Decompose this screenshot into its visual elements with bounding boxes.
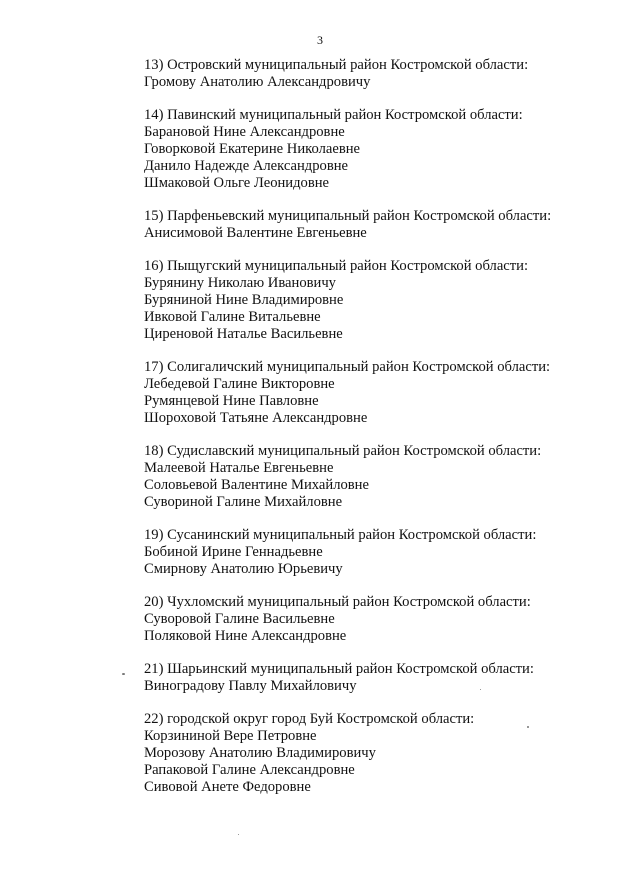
person-name: Лебедевой Галине Викторовне [144, 376, 335, 392]
scan-speck [122, 673, 125, 675]
person-name: Суворинoй Галине Михайловне [144, 494, 343, 510]
person-name: Говорковой Екатерине Николаевне [144, 141, 361, 157]
section-title: 13) Островский муниципальный район Костромской области: [144, 57, 529, 73]
person-name: Румянцевой Нине Павловне [144, 393, 319, 409]
section-22 [144, 711, 624, 796]
section-title: 22) городской округ город Буй Костромской области: [144, 711, 475, 727]
person-name: Анисимовой Валентине Евгеньевне [144, 225, 367, 241]
section-16 [144, 258, 624, 343]
award-list [144, 57, 624, 812]
section-18 [144, 443, 624, 511]
person-name: Поляковой Нине Александровне [144, 628, 347, 644]
scan-speck [527, 726, 529, 728]
person-name: Малеевой Наталье Евгеньевне [144, 460, 334, 476]
person-name: Бурянину Николаю Ивановичу [144, 275, 336, 291]
section-14 [144, 107, 624, 192]
person-name: Буряниной Нине Владимировне [144, 292, 344, 308]
person-name: Сивовой Анете Федоровне [144, 779, 311, 795]
section-17 [144, 359, 624, 427]
person-name: Барановой Нине Александровне [144, 124, 345, 140]
person-name: Ивковой Галине Витальевне [144, 309, 321, 325]
person-name: Рапаковой Галине Александровне [144, 762, 355, 778]
person-name: Шороховой Татьяне Александровне [144, 410, 368, 426]
section-21 [144, 661, 624, 695]
person-name: Громову Анатолию Александровичу [144, 74, 371, 90]
person-name: Суворовой Галине Васильевне [144, 611, 335, 627]
person-name: Морозову Анатолию Владимировичу [144, 745, 376, 761]
section-title: 20) Чухломский муниципальный район Костромской области: [144, 594, 531, 610]
section-title: 19) Сусанинский муниципальный район Костромской области: [144, 527, 537, 543]
section-title: 14) Павинский муниципальный район Костромской области: [144, 107, 523, 123]
section-15 [144, 208, 624, 242]
section-title: 21) Шарьинский муниципальный район Костромской области: [144, 661, 534, 677]
section-20 [144, 594, 624, 645]
person-name: Корзининой Вере Петровне [144, 728, 317, 744]
person-name: Данило Надежде Александровне [144, 158, 348, 174]
section-13 [144, 57, 624, 91]
section-title: 18) Судиславский муниципальный район Костромской области: [144, 443, 542, 459]
person-name: Соловьевой Валентине Михайловне [144, 477, 369, 493]
section-19 [144, 527, 624, 578]
scan-speck [480, 689, 481, 690]
person-name: Смирнову Анатолию Юрьевичу [144, 561, 343, 577]
section-title: 15) Парфеньевский муниципальный район Костромской области: [144, 208, 552, 224]
person-name: Бобиной Ирине Геннадьевне [144, 544, 323, 560]
section-title: 16) Пыщугский муниципальный район Костромской области: [144, 258, 529, 274]
person-name: Шмаковой Ольге Леонидовне [144, 175, 330, 191]
section-title: 17) Солигаличский муниципальный район Костромской области: [144, 359, 551, 375]
person-name: Циреновой Наталье Васильевне [144, 326, 343, 342]
page-number: 3 [317, 33, 323, 47]
scan-speck [238, 834, 239, 835]
person-name: Виноградову Павлу Михайловичу [144, 678, 357, 694]
